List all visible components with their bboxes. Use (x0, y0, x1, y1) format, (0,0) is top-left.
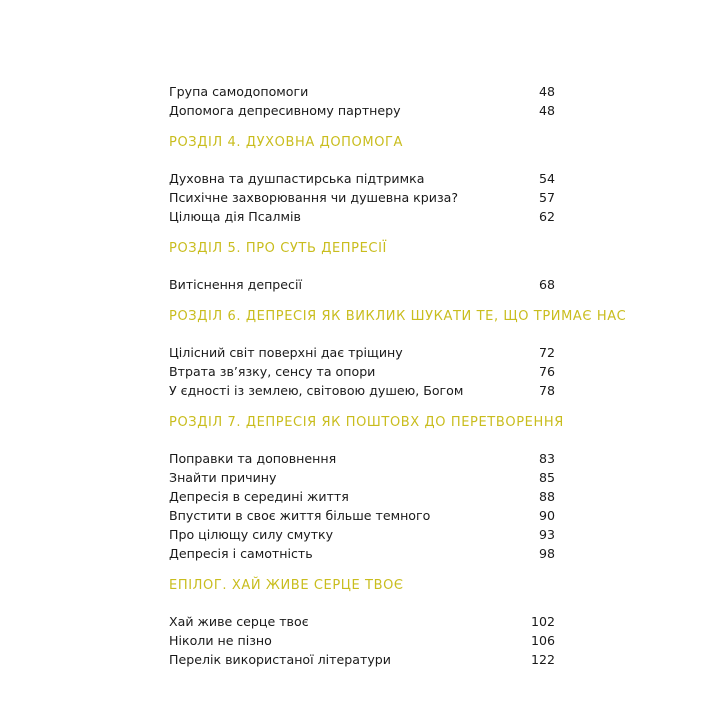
toc-page-number: 78 (538, 383, 555, 398)
chapter-heading: РОЗДІЛ 4. ДУХОВНА ДОПОМОГА (169, 135, 404, 150)
toc-entry-title: Про цілющу силу смутку (169, 527, 334, 542)
toc-entry (169, 506, 555, 525)
toc-entry (169, 631, 555, 650)
toc-entry-title: Ніколи не пізно (169, 633, 272, 648)
toc-entry-title: Духовна та душпастирська підтримка (169, 171, 425, 186)
toc-entry-title: Депресія в середині життя (169, 489, 349, 504)
toc-entry (169, 362, 555, 381)
toc-entry-title: Перелік використаної літератури (169, 652, 391, 667)
toc-entry-title: У єдності із землею, світовою душею, Богом (169, 383, 464, 398)
toc-page-number: 102 (530, 614, 555, 629)
toc-entry-title: Впустити в своє життя більше темного (169, 508, 431, 523)
toc-page-number: 76 (538, 364, 555, 379)
toc-entry-title: Знайти причину (169, 470, 277, 485)
toc-entry (169, 275, 555, 294)
toc-entry-title: Хай живе серце твоє (169, 614, 309, 629)
toc-page-number: 72 (538, 345, 555, 360)
toc-entry (169, 82, 555, 101)
toc-entry-title: Психічне захворювання чи душевна криза? (169, 190, 459, 205)
chapter-heading: РОЗДІЛ 6. ДЕПРЕСІЯ ЯК ВИКЛИК ШУКАТИ ТЕ, ЩО ТРИМАЄ НАС (169, 309, 627, 324)
toc-page-number: 122 (530, 652, 555, 667)
toc-entry (169, 449, 555, 468)
toc-page-number: 57 (538, 190, 555, 205)
toc-page-number: 48 (538, 84, 555, 99)
toc-page-number: 48 (538, 103, 555, 118)
table-of-contents (169, 82, 627, 669)
toc-page-number: 83 (538, 451, 555, 466)
toc-entry-title: Втрата зв’язку, сенсу та опори (169, 364, 376, 379)
toc-entry (169, 468, 555, 487)
toc-page-number: 54 (538, 171, 555, 186)
toc-entry (169, 188, 555, 207)
toc-entry (169, 101, 555, 120)
toc-entry-title: Цілюща дія Псалмів (169, 209, 301, 224)
toc-page-number: 106 (530, 633, 555, 648)
toc-page-number: 90 (538, 508, 555, 523)
toc-entry (169, 207, 555, 226)
chapter-heading: ЕПІЛОГ. ХАЙ ЖИВЕ СЕРЦЕ ТВОЄ (169, 578, 404, 593)
chapter-heading: РОЗДІЛ 7. ДЕПРЕСІЯ ЯК ПОШТОВХ ДО ПЕРЕТВОРЕННЯ (169, 415, 564, 430)
toc-entry-title: Цілісний світ поверхні дає тріщину (169, 345, 403, 360)
toc-entry-title: Група самодопомоги (169, 84, 309, 99)
toc-entry (169, 544, 555, 563)
toc-page-number: 98 (538, 546, 555, 561)
toc-entry (169, 650, 555, 669)
toc-page-number: 68 (538, 277, 555, 292)
toc-page-number: 62 (538, 209, 555, 224)
toc-entry-title: Допомога депресивному партнеру (169, 103, 401, 118)
toc-entry (169, 612, 555, 631)
toc-page-number: 93 (538, 527, 555, 542)
toc-entry-title: Депресія і самотність (169, 546, 313, 561)
toc-entry (169, 343, 555, 362)
toc-entry (169, 487, 555, 506)
toc-entry-title: Витіснення депресії (169, 277, 302, 292)
toc-entry (169, 525, 555, 544)
toc-entry-title: Поправки та доповнення (169, 451, 337, 466)
toc-entry (169, 381, 555, 400)
toc-page-number: 88 (538, 489, 555, 504)
chapter-heading: РОЗДІЛ 5. ПРО СУТЬ ДЕПРЕСІЇ (169, 241, 387, 256)
toc-page-number: 85 (538, 470, 555, 485)
toc-entry (169, 169, 555, 188)
